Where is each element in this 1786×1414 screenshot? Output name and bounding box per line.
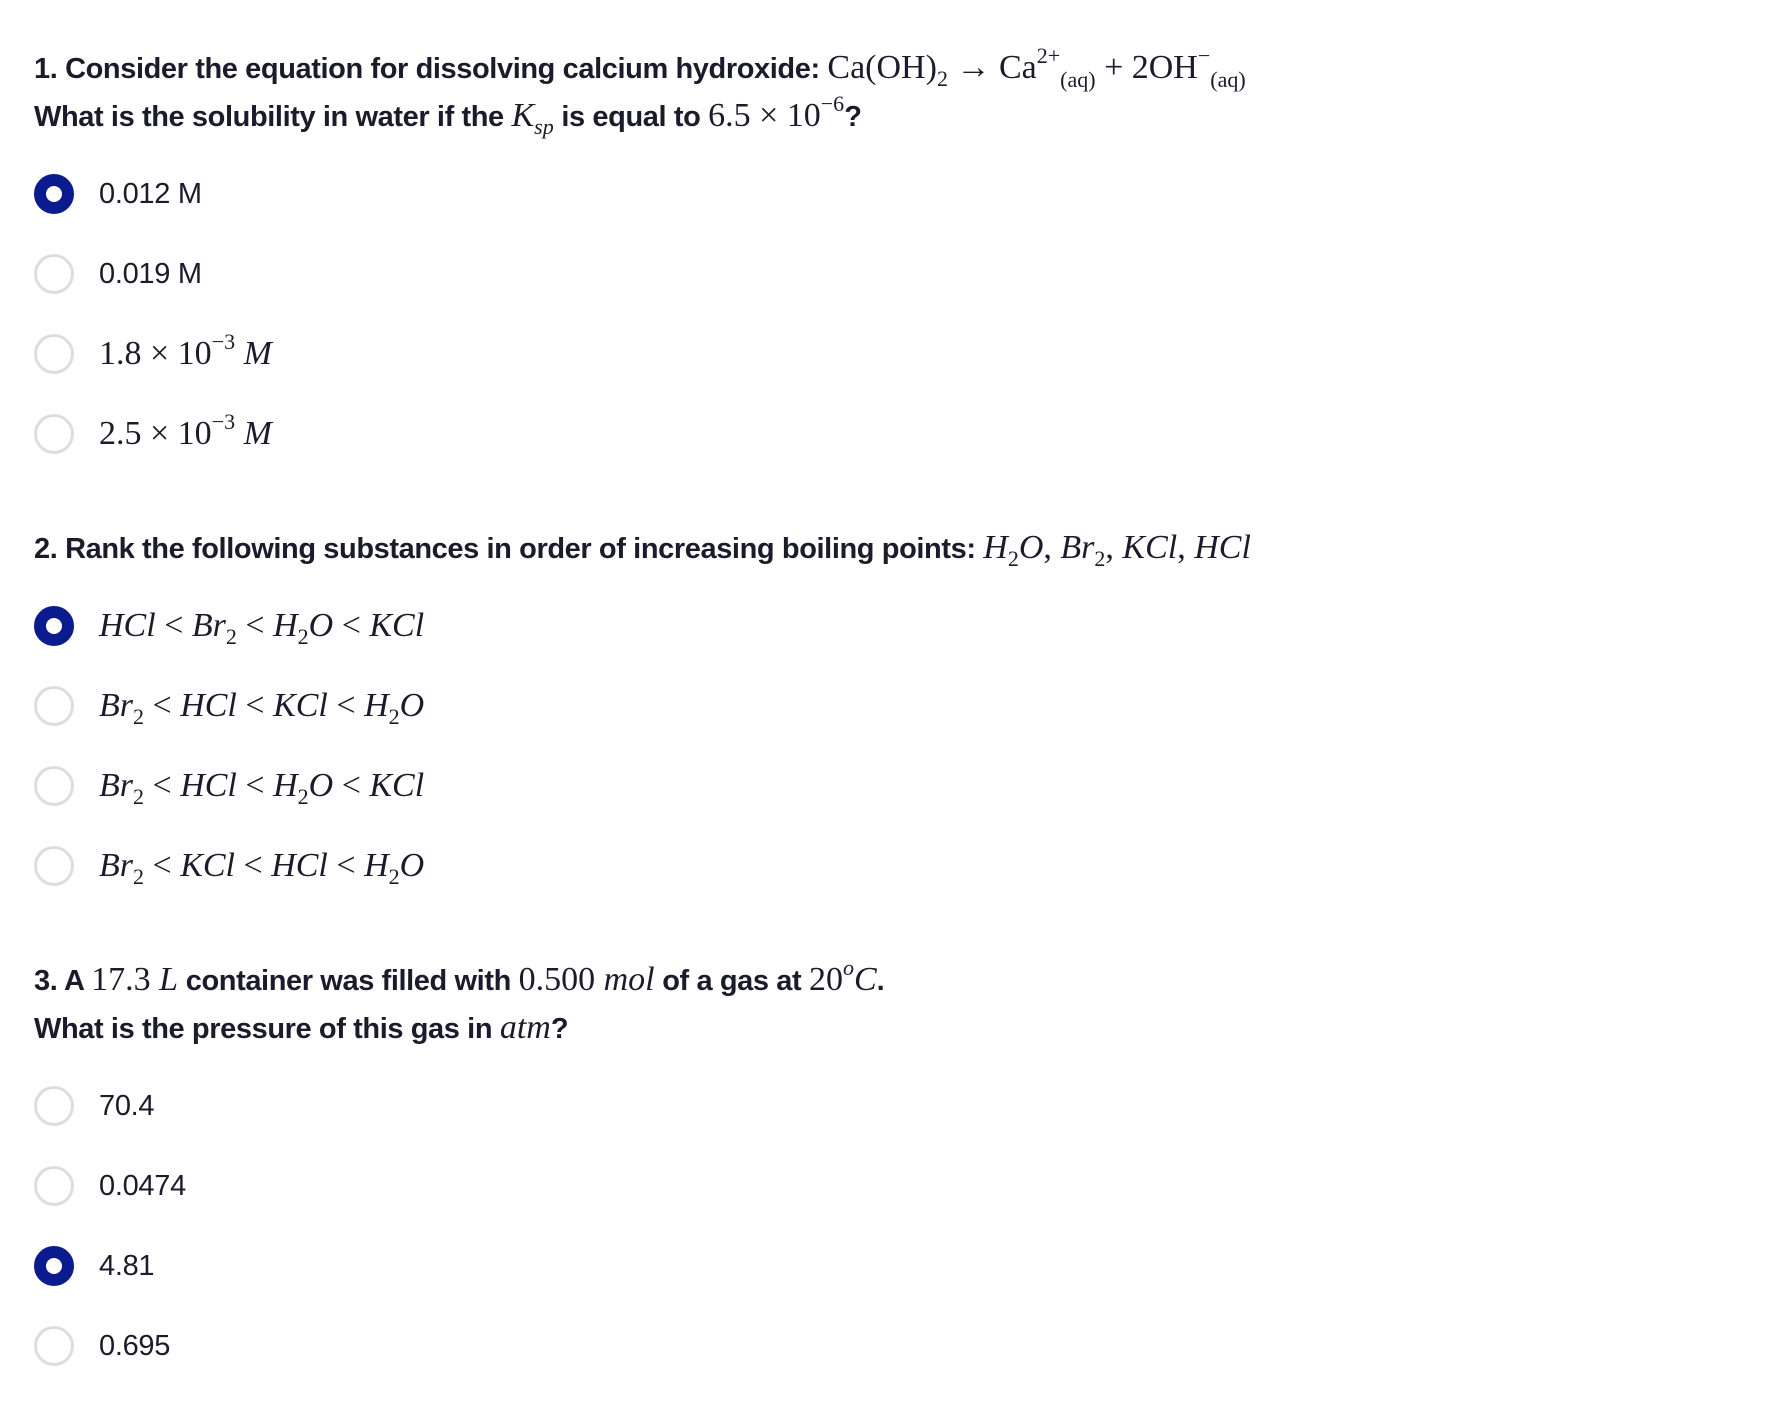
q2-option-2[interactable]: [34, 684, 424, 728]
question-number: 3.: [34, 965, 58, 997]
q3-option-3[interactable]: [34, 1244, 154, 1288]
q2-option-1[interactable]: [34, 604, 424, 648]
q2-option-4[interactable]: [34, 844, 424, 888]
option-label: HCl < $Br_2 < H_2O$ < KCl: [99, 607, 425, 649]
option-label: $Br_2$ < KCl < HCl < $H_2O$: [99, 847, 425, 889]
radio-unselected-icon[interactable]: [34, 1166, 74, 1206]
question-2-line-1: [34, 524, 1251, 572]
temperature-value: 20$^o$C: [808, 955, 877, 998]
radio-unselected-icon[interactable]: [34, 1326, 74, 1366]
option-label: $Br_2$ < HCl < KCl < $H_2O$: [99, 687, 425, 729]
option-label: 0.012 M: [99, 177, 202, 210]
option-label: 0.019 M: [99, 257, 202, 290]
radio-unselected-icon[interactable]: [34, 254, 74, 294]
option-label: $Br_2$ < HCl < $H_2O$ < KCl: [99, 767, 425, 809]
radio-unselected-icon[interactable]: [34, 766, 74, 806]
radio-unselected-icon[interactable]: [34, 414, 74, 454]
option-label: $2.5 \times 10^{-3}$ M: [99, 409, 272, 452]
option-label: 70.4: [99, 1089, 155, 1122]
question-1-line-1: [34, 44, 1246, 92]
question-3-line-1: 3. A 17.3 L container was filled with 0.500 mol of a gas at 20$^o$C.: [34, 955, 885, 998]
radio-selected-icon[interactable]: [34, 174, 74, 214]
q3-option-1[interactable]: [34, 1084, 154, 1128]
question-text: Consider the equation for dissolving calcium hydroxide:: [65, 53, 820, 85]
question-text: Rank the following substances in order of increasing boiling points:: [65, 533, 976, 565]
question-1-line-2: What is the solubility in water if the $K_{sp}$ is equal to $6.5 \times 10^{-6}$?: [34, 91, 862, 139]
radio-unselected-icon[interactable]: [34, 846, 74, 886]
radio-unselected-icon[interactable]: [34, 1086, 74, 1126]
radio-selected-icon[interactable]: [34, 1246, 74, 1286]
pressure-unit: atm: [499, 1009, 551, 1046]
q1-option-3[interactable]: [34, 329, 272, 376]
question-3-line-2: What is the pressure of this gas in atm?: [34, 1009, 569, 1046]
ksp-value: $6.5 \times 10^{-6}$: [708, 91, 845, 134]
volume-value: 17.3 L: [91, 961, 179, 998]
q1-option-1[interactable]: [34, 172, 202, 216]
question-number: 1.: [34, 53, 58, 85]
question-number: 2.: [34, 533, 58, 565]
radio-unselected-icon[interactable]: [34, 686, 74, 726]
substance-list: $H_2O$, $Br_2$, KCl, HCl: [983, 529, 1251, 571]
q2-option-3[interactable]: [34, 764, 424, 808]
dissolution-equation: $Ca(OH)_2 \to Ca^{2+}_{(aq)} + 2OH^-_{(aq)}$: [827, 43, 1246, 92]
moles-value: 0.500 mol: [518, 961, 655, 998]
q3-option-2[interactable]: [34, 1164, 186, 1208]
option-label: 4.81: [99, 1249, 155, 1282]
q1-option-2[interactable]: [34, 252, 202, 296]
radio-selected-icon[interactable]: [34, 606, 74, 646]
option-label: $1.8 \times 10^{-3}$ M: [99, 329, 272, 372]
radio-unselected-icon[interactable]: [34, 334, 74, 374]
q3-option-4[interactable]: [34, 1324, 170, 1368]
option-label: 0.695: [99, 1329, 171, 1362]
q1-option-4[interactable]: [34, 409, 272, 456]
ksp-symbol: $K_{sp}$: [511, 97, 554, 139]
option-label: 0.0474: [99, 1169, 186, 1202]
